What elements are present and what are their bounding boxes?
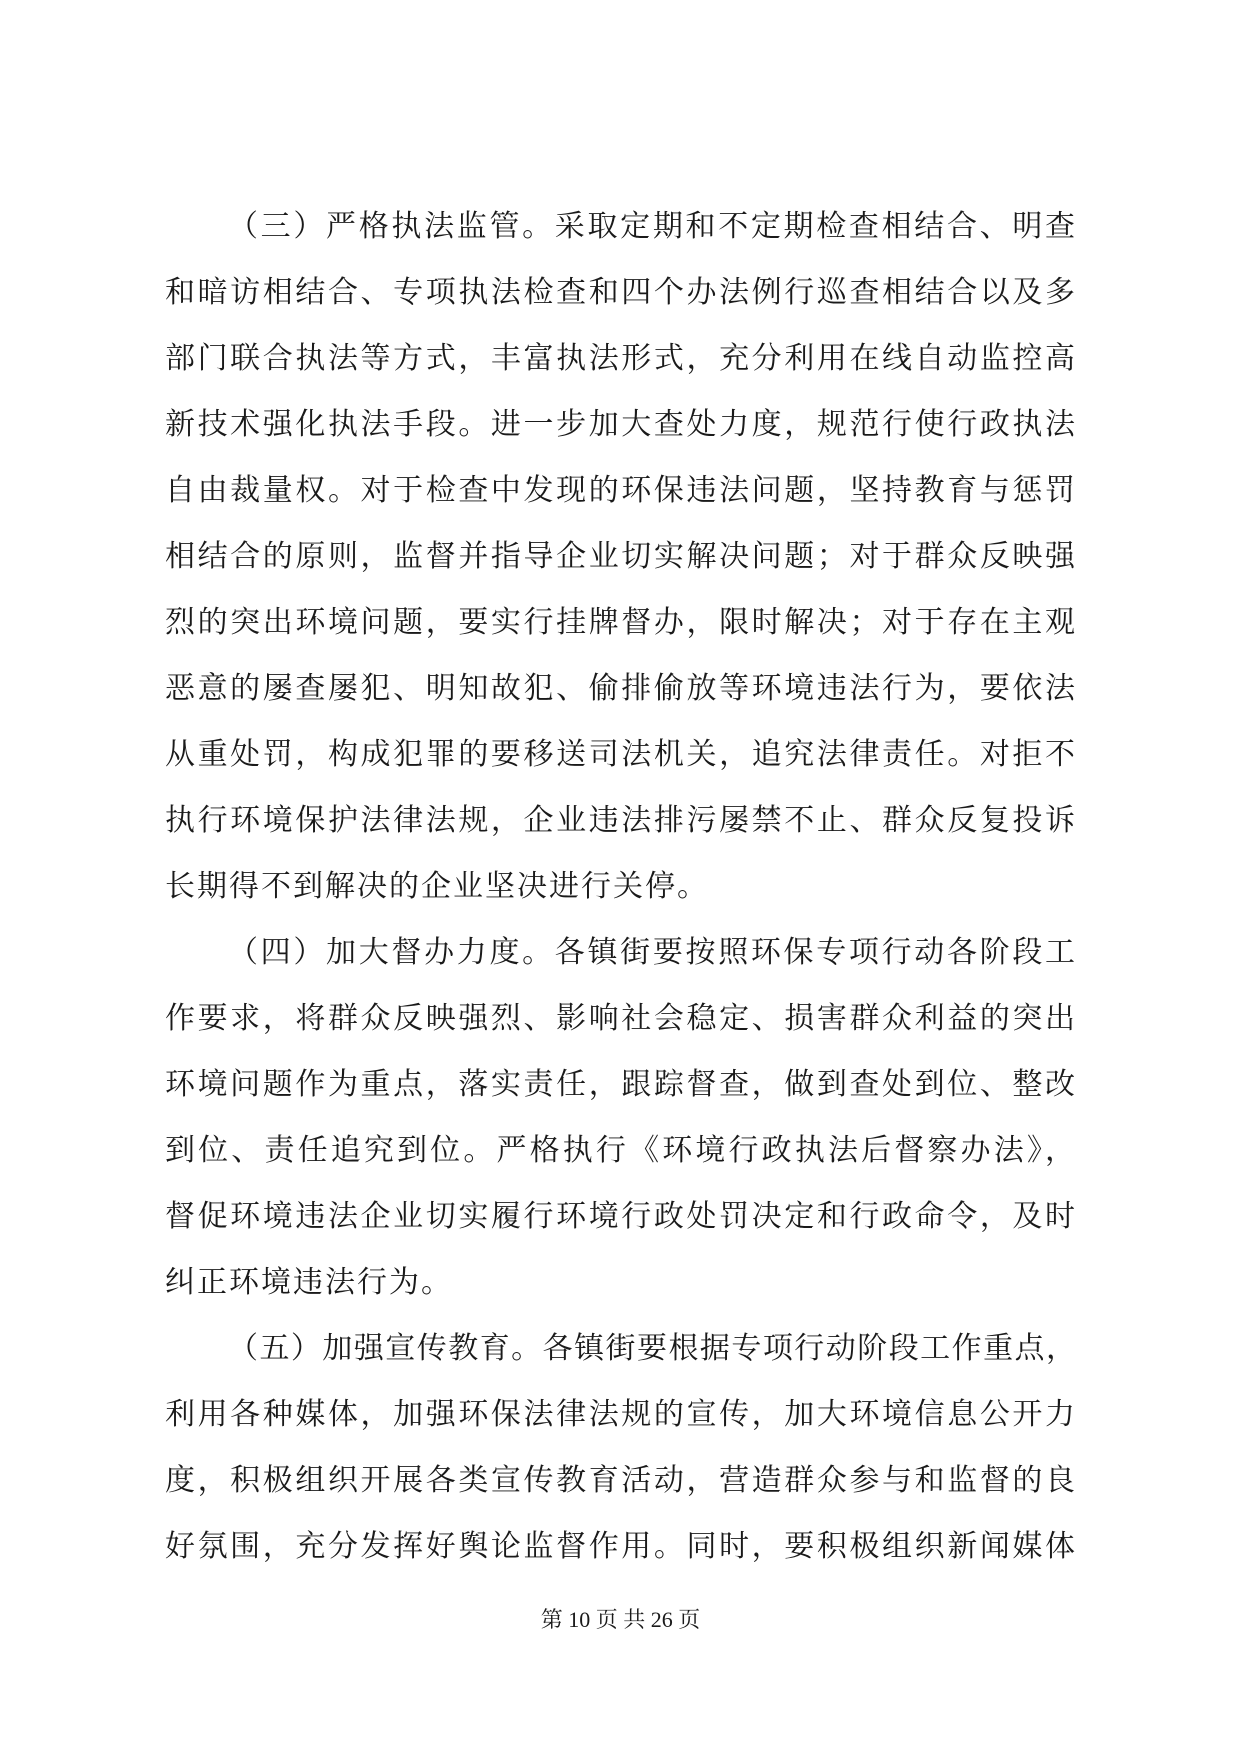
paragraph-4-line-3: 环境问题作为重点，落实责任，跟踪督查，做到查处到位、整改 [165, 1067, 1077, 1102]
paragraph-5-line-1: （五）加强宣传教育。各镇街要根据专项行动阶段工作重点， [228, 1331, 1077, 1366]
paragraph-4-line-5: 督促环境违法企业切实履行环境行政处罚决定和行政命令，及时 [165, 1199, 1077, 1234]
paragraph-5-line-3: 度，积极组织开展各类宣传教育活动，营造群众参与和监督的良 [165, 1463, 1077, 1498]
paragraph-3-line-1: （三）严格执法监管。采取定期和不定期检查相结合、明查 [228, 209, 1077, 244]
paragraph-3-line-11: 长期得不到解决的企业坚决进行关停。 [165, 869, 709, 904]
page-number-footer: 第 10 页 共 26 页 [540, 1607, 701, 1632]
paragraph-3-line-6: 相结合的原则，监督并指导企业切实解决问题；对于群众反映强 [165, 539, 1077, 574]
paragraph-3-line-3: 部门联合执法等方式，丰富执法形式，充分利用在线自动监控高 [165, 341, 1077, 376]
paragraph-4-line-2: 作要求，将群众反映强烈、影响社会稳定、损害群众利益的突出 [165, 1001, 1077, 1036]
paragraph-5-line-4: 好氛围，充分发挥好舆论监督作用。同时，要积极组织新闻媒体 [165, 1529, 1077, 1564]
paragraph-5-line-2: 利用各种媒体，加强环保法律法规的宣传，加大环境信息公开力 [165, 1397, 1077, 1432]
paragraph-3-line-5: 自由裁量权。对于检查中发现的环保违法问题，坚持教育与惩罚 [165, 473, 1077, 508]
paragraph-3-line-10: 执行环境保护法律法规，企业违法排污屡禁不止、群众反复投诉 [165, 803, 1077, 838]
paragraph-3-line-4: 新技术强化执法手段。进一步加大查处力度，规范行使行政执法 [165, 407, 1077, 442]
paragraph-3-line-2: 和暗访相结合、专项执法检查和四个办法例行巡查相结合以及多 [165, 275, 1077, 310]
paragraph-4-line-6: 纠正环境违法行为。 [165, 1265, 453, 1300]
paragraph-4-line-1: （四）加大督办力度。各镇街要按照环保专项行动各阶段工 [228, 935, 1077, 970]
paragraph-3-line-9: 从重处罚，构成犯罪的要移送司法机关，追究法律责任。对拒不 [165, 737, 1077, 772]
paragraph-3-line-7: 烈的突出环境问题，要实行挂牌督办，限时解决；对于存在主观 [165, 605, 1077, 640]
paragraph-4-line-4: 到位、责任追究到位。严格执行《环境行政执法后督察办法》， [165, 1133, 1077, 1168]
paragraph-3-line-8: 恶意的屡查屡犯、明知故犯、偷排偷放等环境违法行为，要依法 [165, 671, 1077, 706]
